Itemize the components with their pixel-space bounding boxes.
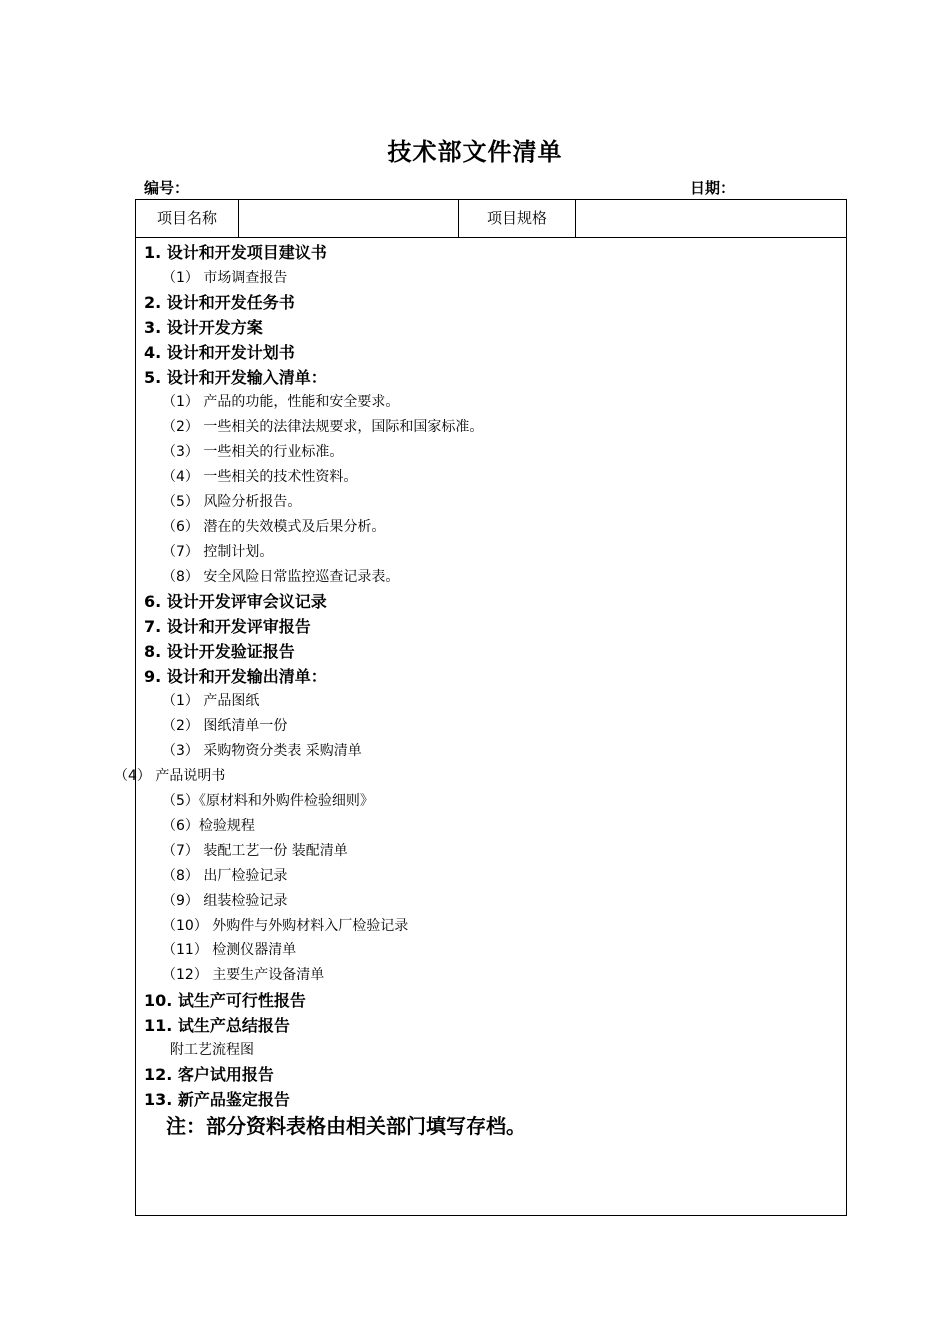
footnote: 注：部分资料表格由相关部门填写存档。 xyxy=(166,1114,526,1138)
list-item-sub: （8） 安全风险日常监控巡查记录表。 xyxy=(162,569,400,585)
list-item-sub: （8） 出厂检验记录 xyxy=(162,868,288,884)
list-item-sub: （3） 采购物资分类表 采购清单 xyxy=(162,743,362,759)
list-item-main: 13. 新产品鉴定报告 xyxy=(144,1090,290,1109)
list-item-sub: （1） 市场调查报告 xyxy=(162,270,288,286)
list-item-main: 7. 设计和开发评审报告 xyxy=(144,617,311,636)
list-item-sub: （6）检验规程 xyxy=(162,818,255,834)
page-title: 技术部文件清单 xyxy=(387,138,563,166)
list-item-sub: （2） 一些相关的法律法规要求，国际和国家标准。 xyxy=(162,419,484,435)
list-item-sub: （1） 产品的功能，性能和安全要求。 xyxy=(162,394,400,410)
list-item-main: 12. 客户试用报告 xyxy=(144,1065,274,1084)
list-item-sub: （1） 产品图纸 xyxy=(162,693,260,709)
list-item-main: 6. 设计开发评审会议记录 xyxy=(144,592,327,611)
header-row xyxy=(136,200,846,238)
number-label: 编号： xyxy=(144,179,190,197)
project-name-cell xyxy=(239,200,459,237)
project-spec-cell xyxy=(576,200,846,237)
project-spec-label: 项目规格 xyxy=(459,200,576,237)
list-item-main: 3. 设计开发方案 xyxy=(144,318,263,337)
list-item-sub: 附工艺流程图 xyxy=(170,1042,254,1058)
document-table xyxy=(114,199,847,1216)
list-item-sub: （10） 外购件与外购材料入厂检验记录 xyxy=(162,918,409,934)
list-item-main: 1. 设计和开发项目建议书 xyxy=(144,243,327,262)
list-item-sub: （5） 风险分析报告。 xyxy=(162,494,302,510)
list-item-main: 8. 设计开发验证报告 xyxy=(144,642,295,661)
list-item-main: 5. 设计和开发输入清单： xyxy=(144,368,327,387)
list-item-sub: （7） 装配工艺一份 装配清单 xyxy=(162,843,348,859)
list-item-main: 11. 试生产总结报告 xyxy=(144,1016,290,1035)
list-item-sub: （2） 图纸清单一份 xyxy=(162,718,288,734)
list-item-sub: （7） 控制计划。 xyxy=(162,544,274,560)
list-item-sub: （3） 一些相关的行业标准。 xyxy=(162,444,344,460)
project-name-label: 项目名称 xyxy=(136,200,239,237)
list-item-sub: （4） 一些相关的技术性资料。 xyxy=(162,469,358,485)
date-label: 日期： xyxy=(690,179,736,197)
list-item-main: 9. 设计和开发输出清单： xyxy=(144,667,327,686)
list-item-sub: （5）《原材料和外购件检验细则》 xyxy=(162,793,374,809)
list-item-main: 10. 试生产可行性报告 xyxy=(144,991,306,1010)
list-item-main: 4. 设计和开发计划书 xyxy=(144,343,295,362)
list-item-sub: （6） 潜在的失效模式及后果分析。 xyxy=(162,519,386,535)
list-item-sub: （9） 组装检验记录 xyxy=(162,893,288,909)
list-item-sub-outdented: （4） 产品说明书 xyxy=(114,768,226,784)
list-item-sub: （12） 主要生产设备清单 xyxy=(162,967,325,983)
list-item-main: 2. 设计和开发任务书 xyxy=(144,293,295,312)
list-item-sub: （11） 检测仪器清单 xyxy=(162,942,297,958)
